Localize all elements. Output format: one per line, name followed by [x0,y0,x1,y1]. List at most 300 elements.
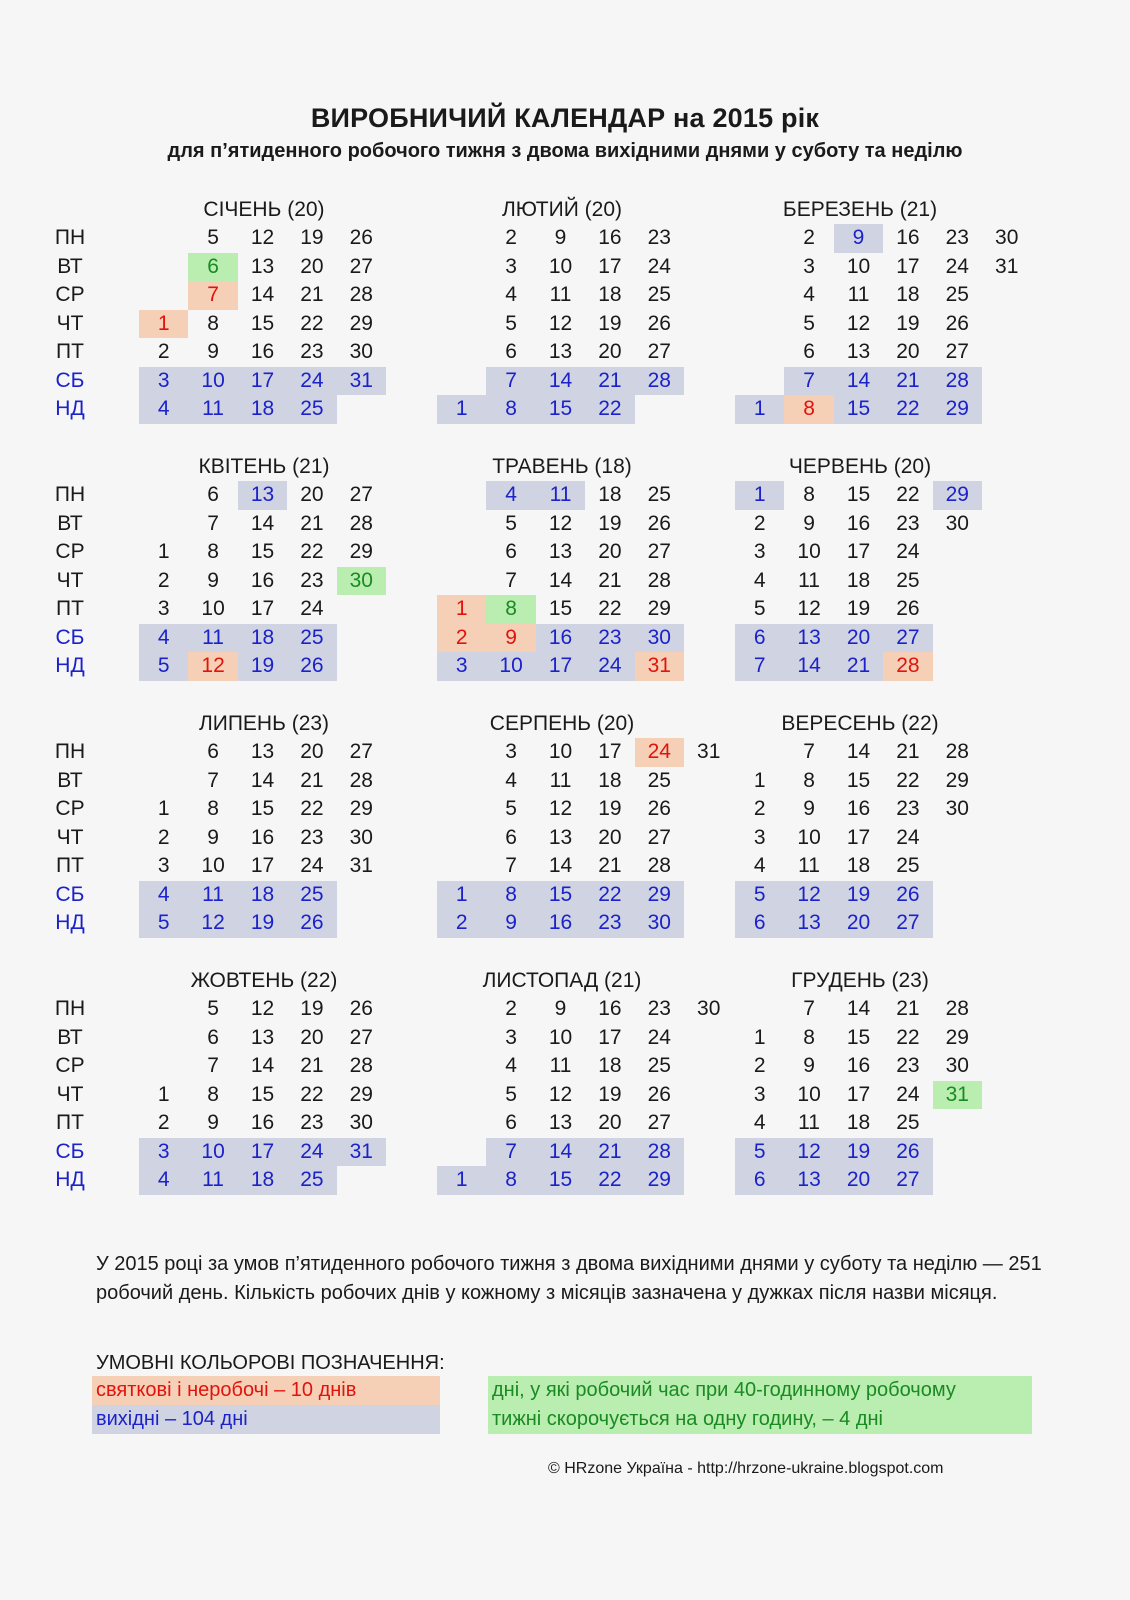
calendar-day: 12 [188,909,237,938]
calendar-day: 16 [250,568,275,592]
calendar-day: 31 [697,740,721,763]
calendar-day: 28 [933,367,982,396]
legend-shortened-line1: дні, у які робочий час при 40-годинному робочому [492,1379,956,1401]
calendar-day: 30 [995,226,1019,249]
calendar-day: 13 [250,254,275,278]
calendar-day: 29 [945,768,969,792]
weekday-label: СБ [55,1139,85,1163]
calendar-day: 12 [250,226,275,249]
calendar-day: 18 [598,768,622,792]
calendar-day: 25 [647,768,671,792]
calendar-day: 14 [548,854,573,877]
calendar-day: 11 [188,624,237,653]
calendar-day: 18 [238,1166,287,1195]
calendar-day: 6 [803,340,815,363]
calendar-day: 7 [207,511,219,535]
calendar-day: 25 [647,1054,671,1077]
month-title: ЛЮТИЙ (20) [501,198,622,221]
calendar-day: 26 [896,597,920,620]
calendar-day: 11 [549,283,572,306]
calendar-day: 17 [598,740,622,763]
calendar-day: 8 [486,595,535,624]
calendar-day: 22 [300,311,324,335]
calendar-day: 13 [250,740,275,763]
calendar-day: 15 [250,1082,275,1106]
weekday-label: ПН [54,226,86,249]
calendar-day: 28 [647,568,671,592]
calendar-day: 4 [505,1054,517,1077]
calendar-day: 1 [437,595,486,624]
calendar-day: 26 [647,311,671,335]
calendar-day: 26 [287,652,336,681]
calendar-day: 23 [585,909,634,938]
weekday-label: ВТ [57,511,83,535]
calendar-day: 17 [598,1025,622,1049]
calendar-day: 18 [238,624,287,653]
calendar-day: 20 [834,909,883,938]
calendar-day: 5 [505,797,517,820]
calendar-day: 30 [635,909,684,938]
calendar-day: 10 [486,652,535,681]
calendar-day: 28 [647,854,671,877]
legend-title: УМОВНІ КОЛЬОРОВІ ПОЗНАЧЕННЯ: [96,1352,445,1374]
calendar-day: 19 [834,881,883,910]
legend-weekends: вихідні – 104 дні [92,1405,440,1434]
calendar-day: 27 [883,909,932,938]
calendar-day: 31 [933,1081,982,1110]
calendar-day: 5 [139,909,188,938]
calendar-day: 14 [536,1138,585,1167]
month-title: ЛИСТОПАД (21) [482,969,642,992]
calendar-day: 11 [549,768,572,792]
calendar-day: 8 [486,1166,535,1195]
calendar-day: 17 [598,254,622,278]
weekday-label: ПТ [56,1111,84,1134]
calendar-day: 4 [803,283,815,306]
calendar-day: 29 [635,881,684,910]
weekday-label: ПН [54,740,86,763]
calendar-day: 9 [486,624,535,653]
calendar-day: 7 [784,367,833,396]
calendar-day: 25 [287,1166,336,1195]
calendar-day: 1 [157,1082,170,1106]
weekday-label: СР [55,283,85,306]
calendar-day: 9 [207,340,219,363]
calendar-day: 21 [834,652,883,681]
calendar-day: 22 [896,768,920,792]
calendar-day: 13 [238,481,287,510]
calendar-day: 23 [896,797,920,820]
calendar-day: 8 [486,395,535,424]
calendar-day: 23 [585,624,634,653]
calendar-day: 7 [505,854,517,877]
calendar-day: 2 [157,340,170,363]
calendar-day: 6 [505,1111,517,1134]
calendar-day: 3 [753,825,766,849]
calendar-day: 18 [846,1111,871,1134]
page-subtitle: для п’ятиденного робочого тижня з двома вихідними днями у суботу та неділю [167,140,963,162]
legend-holidays: святкові і неробочі – 10 днів [92,1376,440,1405]
calendar-day: 18 [846,568,871,592]
calendar-day: 17 [896,254,920,278]
calendar-day: 26 [883,881,932,910]
calendar-day: 4 [139,1166,188,1195]
calendar-day: 14 [250,511,275,535]
calendar-day: 16 [846,797,871,820]
calendar-day: 20 [300,1025,324,1049]
calendar-day: 10 [797,540,821,563]
calendar-day: 5 [803,311,815,335]
calendar-day: 28 [349,283,373,306]
calendar-day: 25 [287,624,336,653]
weekday-label: ПТ [56,340,84,363]
weekday-label: НД [55,1168,85,1191]
calendar-day: 2 [437,624,486,653]
calendar-day: 25 [896,568,920,592]
calendar-day: 23 [896,1054,920,1077]
calendar-day: 22 [896,1025,920,1049]
calendar-day: 15 [536,1166,585,1195]
calendar-day: 10 [188,367,237,396]
calendar-day: 23 [300,568,324,592]
calendar-day: 14 [846,740,871,763]
calendar-day: 14 [536,367,585,396]
calendar-day: 26 [349,226,373,249]
calendar-day: 20 [300,254,324,278]
calendar-day: 11 [188,395,237,424]
calendar-day: 6 [207,1025,219,1049]
calendar-day: 9 [554,226,567,249]
calendar-day: 10 [797,1082,821,1106]
calendar-day: 8 [784,395,833,424]
calendar-day: 12 [548,797,573,820]
weekday-label: СБ [55,368,85,392]
calendar-day: 14 [834,367,883,396]
month-title: ЛИПЕНЬ (23) [198,712,330,735]
calendar-day: 16 [598,226,622,249]
weekday-label: ЧТ [56,1082,84,1106]
calendar-day: 5 [505,311,517,335]
calendar-day: 20 [834,1166,883,1195]
calendar-day: 12 [846,311,871,335]
calendar-day: 3 [753,540,766,563]
legend-shortened-line2: тижні скорочується на одну годину, – 4 дні [492,1407,883,1430]
calendar-day: 27 [945,340,969,363]
calendar-day: 22 [585,395,634,424]
calendar-day: 4 [753,854,766,877]
calendar-day: 9 [834,224,883,253]
calendar-day: 13 [548,825,573,849]
calendar-day: 21 [598,854,622,877]
calendar-day: 28 [883,652,932,681]
calendar-day: 22 [300,797,324,820]
calendar-day: 20 [300,483,324,506]
calendar-day: 16 [536,624,585,653]
calendar-day: 3 [139,1138,188,1167]
calendar-day: 27 [349,254,373,278]
calendar-day: 15 [536,395,585,424]
calendar-day: 10 [548,254,573,278]
calendar-day: 14 [250,768,275,792]
calendar-day: 23 [896,511,920,535]
calendar-day: 26 [287,909,336,938]
calendar-day: 25 [647,283,671,306]
calendar-day: 20 [598,340,622,363]
calendar-day: 30 [945,511,969,535]
calendar-day: 29 [349,797,373,820]
calendar-day: 10 [548,1025,573,1049]
calendar-day: 9 [554,997,567,1020]
month-title: ЧЕРВЕНЬ (20) [788,455,932,478]
legend-shortened-days [488,1376,1032,1434]
calendar-day: 16 [536,909,585,938]
weekday-label: СР [55,797,85,820]
calendar-day: 6 [505,825,517,849]
weekday-label: ВТ [57,254,83,278]
calendar-day: 19 [598,797,622,820]
calendar-day: 22 [896,483,920,506]
calendar-day: 4 [753,1111,766,1134]
calendar-day: 7 [486,1138,535,1167]
calendar-day: 18 [598,283,622,306]
calendar-day: 16 [250,825,275,849]
calendar-day: 11 [798,854,820,877]
calendar-day: 2 [505,226,517,249]
calendar-day: 30 [945,1054,969,1077]
calendar-day: 10 [548,740,573,763]
calendar-day: 1 [437,395,486,424]
calendar-day: 29 [349,1082,373,1106]
calendar-day: 1 [735,481,784,510]
calendar-day: 2 [157,568,170,592]
calendar-day: 29 [349,540,373,563]
weekday-label: ЧТ [56,568,84,592]
calendar-day: 1 [753,1025,766,1049]
calendar-day: 5 [139,652,188,681]
calendar-day: 16 [598,997,622,1020]
calendar-day: 1 [437,1166,486,1195]
calendar-day: 22 [300,540,324,563]
calendar-day: 27 [349,740,373,763]
calendar-day: 4 [139,881,188,910]
calendar-day: 11 [188,881,237,910]
calendar-day: 1 [753,768,766,792]
calendar-day: 24 [945,254,969,278]
calendar-day: 27 [647,340,671,363]
calendar-day: 22 [883,395,932,424]
calendar-day: 13 [548,1111,573,1134]
calendar-day: 20 [598,825,622,849]
calendar-day: 13 [846,340,871,363]
calendar-day: 20 [300,740,324,763]
calendar-day: 5 [207,226,219,249]
calendar-day: 19 [598,1082,622,1106]
calendar-day: 11 [549,1054,572,1077]
calendar-day: 5 [505,511,517,535]
weekday-label: СР [55,540,85,563]
calendar-day: 21 [585,1138,634,1167]
calendar-day: 28 [349,768,373,792]
calendar-day: 14 [250,283,275,306]
calendar-day: 24 [300,854,324,877]
calendar-day: 14 [784,652,833,681]
calendar-day: 2 [157,825,170,849]
calendar-day: 10 [846,254,871,278]
month-title: ТРАВЕНЬ (18) [492,455,632,478]
calendar-day: 20 [896,340,920,363]
calendar-day: 22 [598,597,622,620]
calendar-day: 8 [803,483,815,506]
calendar-day: 6 [207,483,219,506]
calendar-day: 25 [287,881,336,910]
calendar-day: 3 [157,597,170,620]
calendar-day: 15 [846,768,871,792]
calendar-day: 10 [797,825,821,849]
calendar-day: 9 [803,511,815,535]
calendar-day: 6 [735,909,784,938]
calendar-day: 31 [337,367,386,396]
calendar-day: 27 [647,825,671,849]
calendar-day: 21 [896,997,920,1020]
calendar-day: 2 [505,997,517,1020]
calendar-day: 2 [157,1111,170,1134]
calendar-day: 24 [647,1025,671,1049]
calendar-day: 24 [585,652,634,681]
calendar-day: 4 [505,768,517,792]
calendar-day: 4 [139,624,188,653]
calendar-day: 5 [735,1138,784,1167]
calendar-day: 7 [207,1054,219,1077]
calendar-day: 3 [157,854,170,877]
calendar-day: 18 [896,283,920,306]
calendar-day: 16 [250,1111,275,1134]
calendar-day: 5 [207,997,219,1020]
calendar-day: 24 [300,597,324,620]
calendar-day: 19 [834,1138,883,1167]
calendar-day: 23 [945,226,969,249]
calendar-day: 25 [896,854,920,877]
calendar-day: 26 [647,511,671,535]
month-title: СЕРПЕНЬ (20) [489,712,635,735]
calendar-day: 12 [784,1138,833,1167]
calendar-day: 31 [635,652,684,681]
calendar-day: 1 [437,881,486,910]
weekday-label: НД [55,654,85,677]
calendar-day: 6 [735,624,784,653]
calendar-day: 3 [803,254,815,278]
calendar-day: 14 [548,568,573,592]
calendar-day: 7 [803,740,815,763]
calendar-day: 23 [300,340,324,363]
calendar-day: 12 [548,311,573,335]
calendar-day: 19 [300,226,324,249]
calendar-day: 28 [635,367,684,396]
calendar-day: 21 [300,511,324,535]
calendar-day: 24 [896,825,920,849]
calendar-day: 10 [188,1138,237,1167]
calendar-day: 29 [647,597,671,620]
calendar-day: 21 [300,768,324,792]
calendar-day: 28 [635,1138,684,1167]
calendar-day: 21 [585,367,634,396]
summary-note: У 2015 році за умов п’ятиденного робочого тижня з двома вихідними днями у суботу та неділю — 251 робочий день. Кількість робочих днів у кожному з місяців зазначена у дужках після назви місяця. [96,1253,1042,1304]
calendar-day: 24 [647,254,671,278]
calendar-day: 6 [505,340,517,363]
weekday-label: ЧТ [56,825,84,849]
calendar-day: 7 [735,652,784,681]
calendar-day: 18 [846,854,871,877]
calendar-day: 15 [846,1025,871,1049]
calendar-day: 2 [753,797,766,820]
calendar-day: 18 [598,1054,622,1077]
calendar-day: 2 [803,226,815,249]
calendar-day: 8 [803,1025,815,1049]
calendar-day: 24 [896,540,920,563]
calendar-day: 10 [201,597,225,620]
calendar-day: 15 [536,881,585,910]
calendar-day: 30 [945,797,969,820]
calendar-day: 14 [846,997,871,1020]
calendar-day: 4 [139,395,188,424]
calendar-day: 22 [585,1166,634,1195]
calendar-day: 6 [735,1166,784,1195]
calendar-day: 26 [945,311,969,335]
calendar-day: 17 [846,1082,871,1106]
calendar-day: 29 [933,395,982,424]
calendar-day: 5 [735,881,784,910]
calendar-day: 27 [349,1025,373,1049]
calendar-day: 24 [635,738,684,767]
calendar-day: 28 [349,1054,373,1077]
calendar-day: 20 [834,624,883,653]
calendar-day: 15 [250,311,275,335]
calendar-day: 19 [300,997,324,1020]
copyright: © HRzone Україна - http://hrzone-ukraine.blogspot.com [548,1460,944,1477]
calendar-day: 8 [207,1082,219,1106]
calendar-day: 9 [207,825,219,849]
calendar-day: 29 [635,1166,684,1195]
calendar-day: 16 [250,340,275,363]
weekday-label: ВТ [57,768,83,792]
month-title: ВЕРЕСЕНЬ (22) [781,712,939,735]
calendar-day: 9 [803,797,815,820]
calendar-day: 20 [598,540,622,563]
calendar-day: 11 [188,1166,237,1195]
calendar-day: 17 [238,1138,287,1167]
calendar-day: 7 [188,281,237,310]
calendar-day: 13 [784,909,833,938]
calendar-day: 8 [207,540,219,563]
calendar-day: 13 [548,340,573,363]
calendar-day: 31 [349,854,373,877]
calendar-day: 14 [250,1054,275,1077]
calendar-day: 16 [896,226,920,249]
month-title: СІЧЕНЬ (20) [203,198,325,221]
calendar-day: 26 [883,1138,932,1167]
calendar-day: 16 [846,511,871,535]
calendar-day: 15 [250,540,275,563]
calendar-day: 17 [238,367,287,396]
calendar-day: 25 [945,283,969,306]
calendar-day: 27 [647,1111,671,1134]
weekday-label: СБ [55,882,85,906]
calendar-day: 30 [349,825,373,849]
calendar-day: 24 [896,1082,920,1106]
calendar-day: 3 [437,652,486,681]
calendar-day: 29 [945,1025,969,1049]
calendar-day: 4 [505,283,517,306]
calendar-day: 29 [933,481,982,510]
